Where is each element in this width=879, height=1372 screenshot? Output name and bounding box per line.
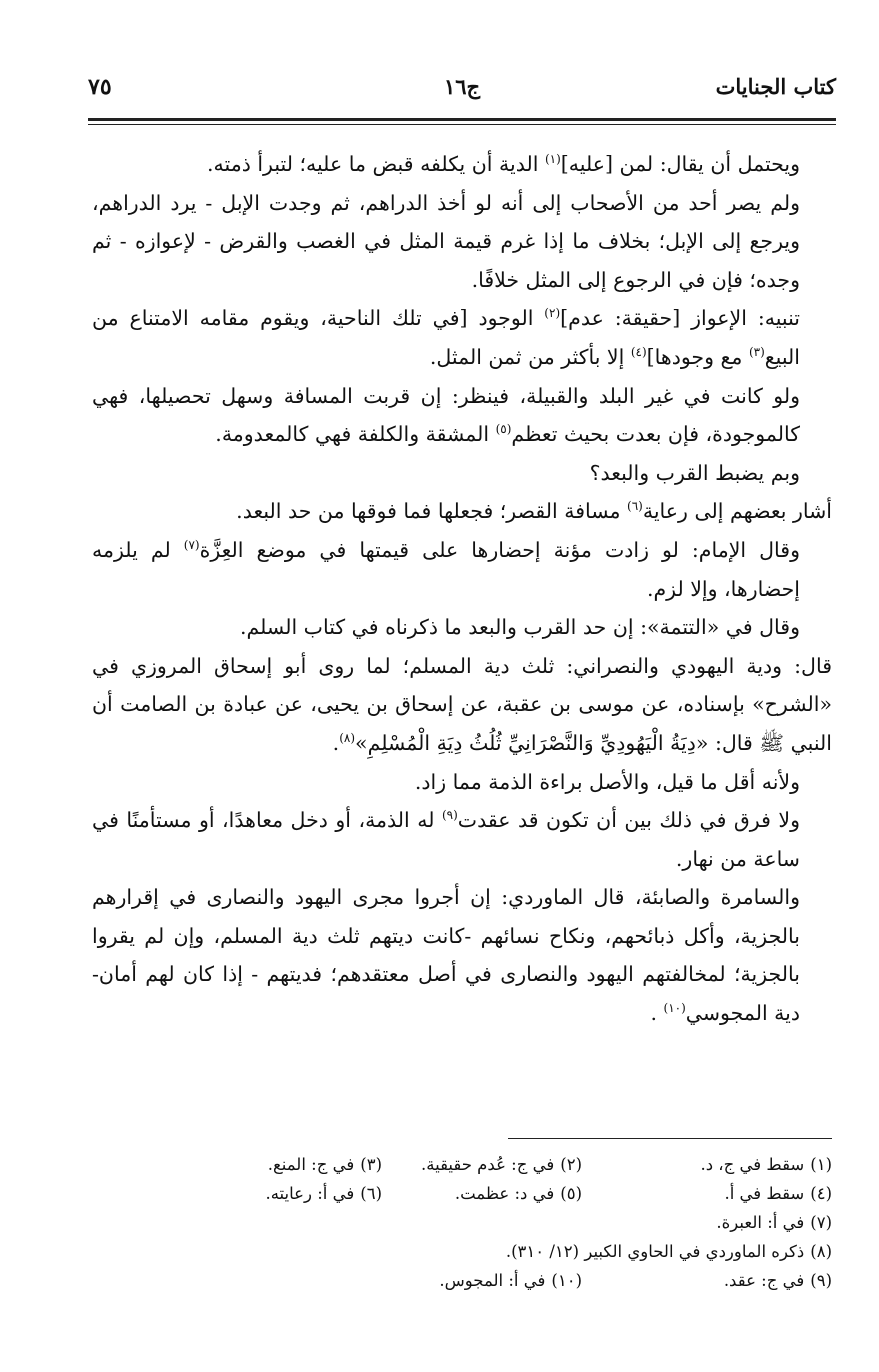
paragraph-11 <box>92 801 832 878</box>
footnote-ref[interactable]: (٥) <box>495 422 512 437</box>
footnote-separator <box>508 1138 832 1139</box>
text-run: الدية أن يكلفه قبض ما عليه؛ لتبرأ ذمته. <box>207 152 545 176</box>
footnote-number: (٢) <box>560 1155 582 1174</box>
footnotes <box>150 1150 832 1295</box>
paragraph-4 <box>92 377 832 454</box>
text-run: إلا بأكثر من ثمن المثل. <box>429 344 631 369</box>
footnote-number: (١٠) <box>551 1271 582 1290</box>
text-run: لم يلزمه إحضارها، وإلا لزم. <box>92 537 800 601</box>
page-header <box>88 74 836 110</box>
page-number: ٧٥ <box>88 74 112 100</box>
main-text <box>92 145 832 1033</box>
footnote-ref[interactable]: (٤) <box>630 345 647 360</box>
text-run: المشقة والكلفة فهي كالمعدومة. <box>215 422 496 447</box>
paragraph-9 <box>92 647 832 763</box>
footnote-3 <box>268 1150 382 1179</box>
volume-number: ج١٦ <box>443 74 481 99</box>
footnote-number: (٩) <box>810 1271 832 1290</box>
paragraph-1 <box>92 145 832 184</box>
footnote-number: (٥) <box>560 1184 582 1203</box>
paragraph-6 <box>92 492 832 531</box>
footnote-row <box>150 1150 832 1179</box>
footnote-ref[interactable]: (٣) <box>748 345 765 360</box>
footnote-6 <box>265 1179 382 1208</box>
footnote-ref[interactable]: (٧) <box>183 538 200 553</box>
footnote-8 <box>152 1237 832 1266</box>
book-title: كتاب الجنايات <box>715 74 836 99</box>
text-run: له الذمة، أو دخل معاهدًا، أو مستأمنًا في ساعة من نهار. <box>92 808 800 871</box>
paragraph-12 <box>92 878 832 1032</box>
paragraph-8: وقال في «التتمة»: إن حد القرب والبعد ما ذكرناه في كتاب السلم. <box>239 615 800 640</box>
footnote-number: (٣) <box>360 1155 382 1174</box>
text-run: الوجود [في تلك الناحية، ويقوم مقامه الامتناع من البيع <box>92 306 800 369</box>
footnote-text: سقط في ج، د. <box>700 1155 805 1174</box>
footnote-text: ذكره الماوردي في الحاوي الكبير (١٢/ ٣١٠). <box>505 1242 805 1261</box>
footnote-4 <box>582 1179 832 1208</box>
footnote-9 <box>582 1266 832 1295</box>
footnote-ref[interactable]: (١) <box>544 152 561 167</box>
text-run: ولا فرق في ذلك بين أن تكون قد عقدت <box>457 808 800 833</box>
text-run: تنبيه: الإعواز [حقيقة: عدم] <box>560 306 800 331</box>
footnote-text: سقط في أ. <box>724 1184 805 1203</box>
footnote-ref[interactable]: (٦) <box>627 499 643 514</box>
footnote-ref[interactable]: (٩) <box>441 808 458 823</box>
footnote-row <box>150 1208 832 1237</box>
paragraph-5: وبم يضبط القرب والبعد؟ <box>589 460 800 485</box>
footnote-row <box>150 1237 832 1266</box>
footnote-number: (٧) <box>810 1213 832 1232</box>
paragraph-2: ولم يصر أحد من الأصحاب إلى أنه لو أخذ الدراهم، ثم وجدت الإبل - يرد الدراهم، ويرجع إلى الإبل؛ بخلاف ما إذا غرم قيمة المثل في الغصب والقرض - لإعوازه - ثم وجده؛ فإن في الرجوع إلى المثل خلافًا. <box>92 190 800 292</box>
footnote-ref[interactable]: (٨) <box>339 731 356 746</box>
header-rule-thin <box>88 124 836 125</box>
footnote-text: في ج: عقد. <box>723 1271 805 1290</box>
paragraph-10: ولأنه أقل ما قيل، والأصل براءة الذمة مما زاد. <box>414 769 800 794</box>
footnote-text: في ج: عُدم حقيقية. <box>421 1155 555 1174</box>
footnote-2 <box>382 1150 582 1179</box>
text-run: ويحتمل أن يقال: لمن [عليه] <box>560 152 800 176</box>
footnote-ref[interactable]: (٢) <box>544 306 561 321</box>
footnote-7 <box>152 1208 832 1237</box>
footnote-number: (١) <box>810 1155 832 1174</box>
footnote-row <box>150 1266 832 1295</box>
text-run: وقال الإمام: لو زادت مؤنة إحضارها على قيمتها في موضع العِزَّة <box>199 537 800 562</box>
header-rule-thick <box>88 118 836 121</box>
footnote-number: (٦) <box>360 1184 382 1203</box>
footnote-text: في أ: العبرة. <box>716 1213 805 1232</box>
footnote-10 <box>382 1266 582 1295</box>
footnote-number: (٤) <box>810 1184 832 1203</box>
footnote-1 <box>582 1150 832 1179</box>
text-run: ولو كانت في غير البلد والقبيلة، فينظر: إن قربت المسافة وسهل تحصيلها، فهي كالموجودة، فإن بعدت بحيث تعظم <box>92 383 800 447</box>
footnote-text: في د: عظمت. <box>454 1184 555 1203</box>
paragraph-3 <box>92 299 832 376</box>
footnote-text: في أ: رعايته. <box>265 1184 355 1203</box>
text-run: . <box>332 730 340 755</box>
text-run: والسامرة والصابئة، قال الماوردي: إن أجروا مجرى اليهود والنصارى في إقرارهم بالجزية، وأكل ذبائحهم، ونكاح نسائهم -كانت ديتهم ثلث دية المسلم، وإن لم يقروا بالجزية؛ لمخالفتهم اليهود والنصارى في أصل معتقدهم؛ فديتهم - إذا كان لهم أمان- دية المجوسي <box>92 885 800 1026</box>
paragraph-7 <box>92 531 832 608</box>
text-run: قال: ودية اليهودي والنصراني: ثلث دية المسلم؛ لما روى أبو إسحاق المروزي في «الشرح» بإسناده، عن موسى بن عقبة، عن إسحاق بن يحيى، عن عبادة بن الصامت أن النبي ﷺ قال: «دِيَةُ الْيَهُودِيِّ وَالنَّصْرَانِيِّ ثُلُثُ دِيَةِ الْمُسْلِمِ» <box>92 653 832 755</box>
text-run: . <box>650 1001 664 1026</box>
footnote-5 <box>382 1179 582 1208</box>
footnote-row <box>150 1179 832 1208</box>
footnote-text: في أ: المجوس. <box>439 1271 546 1290</box>
text-run: أشار بعضهم إلى رعاية <box>642 499 832 524</box>
footnote-ref[interactable]: (١٠) <box>663 1001 686 1016</box>
footnote-text: في ج: المنع. <box>267 1155 355 1174</box>
footnote-number: (٨) <box>810 1242 832 1261</box>
text-run: مسافة القصر؛ فجعلها فما فوقها من حد البعد. <box>236 499 628 524</box>
text-run: مع وجودها] <box>646 344 749 369</box>
